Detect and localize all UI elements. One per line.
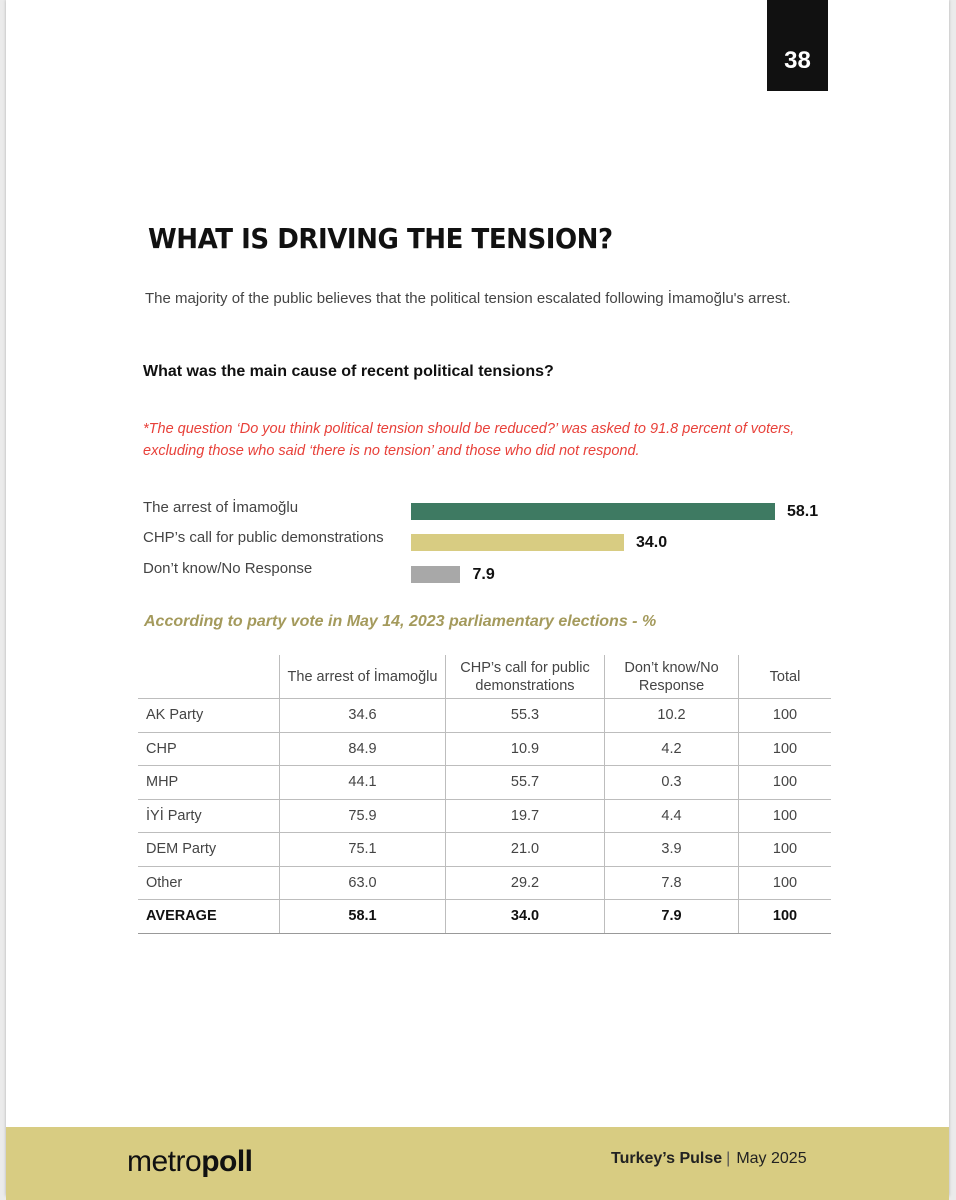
table-cell: 3.9 — [605, 833, 739, 867]
logo-part: metro — [127, 1145, 202, 1178]
table-cell: 75.1 — [280, 833, 446, 867]
table-cell: 55.3 — [446, 699, 605, 733]
column-header: Total — [739, 655, 832, 699]
footer-band — [6, 1127, 949, 1200]
row-label: AK Party — [138, 699, 280, 733]
table-cell: 29.2 — [446, 866, 605, 900]
bar-value-label: 7.9 — [472, 566, 495, 583]
row-label: MHP — [138, 766, 280, 800]
table-cell: 10.2 — [605, 699, 739, 733]
table-row — [138, 732, 831, 766]
table-cell: 4.2 — [605, 732, 739, 766]
table-cell: 4.4 — [605, 799, 739, 833]
table-cell: 34.6 — [280, 699, 446, 733]
column-header: The arrest of İmamoğlu — [280, 655, 446, 699]
bar — [411, 503, 775, 520]
publication-info — [611, 1150, 807, 1168]
bar-value-label: 58.1 — [787, 503, 819, 520]
metropoll-logo — [127, 1145, 253, 1179]
table-cell: 55.7 — [446, 766, 605, 800]
bar — [411, 534, 624, 551]
table-row — [138, 866, 831, 900]
bar-value-label: 34.0 — [636, 534, 668, 551]
table-cell: 100 — [739, 799, 832, 833]
table-subtitle: According to party vote in May 14, 2023 parliamentary elections - % — [144, 613, 657, 630]
column-header: CHP’s call for public demonstrations — [446, 655, 605, 699]
table-cell: 58.1 — [280, 900, 446, 934]
publication-date: May 2025 — [736, 1150, 807, 1167]
table-cell: 7.8 — [605, 866, 739, 900]
row-label: CHP — [138, 732, 280, 766]
row-label: İYİ Party — [138, 799, 280, 833]
party-breakdown-table — [138, 655, 831, 934]
table-cell: 100 — [739, 900, 832, 934]
report-page — [6, 0, 949, 1196]
table-row — [138, 766, 831, 800]
table-row — [138, 699, 831, 733]
table-row — [138, 833, 831, 867]
table-cell: 100 — [739, 866, 832, 900]
table-cell: 21.0 — [446, 833, 605, 867]
table-cell: 44.1 — [280, 766, 446, 800]
publication-name: Turkey’s Pulse — [611, 1150, 723, 1167]
logo-part: poll — [201, 1145, 253, 1178]
table-header-row — [138, 655, 831, 699]
row-label: DEM Party — [138, 833, 280, 867]
table-corner-cell — [138, 655, 280, 699]
table-row — [138, 799, 831, 833]
table-cell: 100 — [739, 732, 832, 766]
page-title: WHAT IS DRIVING THE TENSION? — [148, 222, 613, 255]
table-cell: 63.0 — [280, 866, 446, 900]
table-cell: 0.3 — [605, 766, 739, 800]
table-average-row — [138, 900, 831, 934]
bar-label: CHP’s call for public demonstrations — [143, 529, 384, 546]
chart-question: What was the main cause of recent political tensions? — [143, 363, 554, 380]
column-header: Don’t know/No Response — [605, 655, 739, 699]
table-cell: 75.9 — [280, 799, 446, 833]
intro-paragraph: The majority of the public believes that the political tension escalated following İmamoğlu's arrest. — [145, 290, 791, 307]
separator: | — [726, 1150, 731, 1167]
table-cell: 34.0 — [446, 900, 605, 934]
page-number: 38 — [767, 0, 828, 91]
bar — [411, 566, 460, 583]
table-cell: 100 — [739, 699, 832, 733]
table-cell: 7.9 — [605, 900, 739, 934]
table-cell: 84.9 — [280, 732, 446, 766]
row-label: Other — [138, 866, 280, 900]
table-cell: 10.9 — [446, 732, 605, 766]
bar-label: The arrest of İmamoğlu — [143, 499, 299, 516]
row-label: AVERAGE — [138, 900, 280, 934]
table-body — [138, 699, 831, 934]
footnote: *The question ‘Do you think political tension should be reduced?’ was asked to 91.8 percent of voters, excluding those who said ‘there is no tension’ and those who did not respond. — [143, 421, 795, 459]
table-cell: 100 — [739, 833, 832, 867]
table-cell: 19.7 — [446, 799, 605, 833]
table-cell: 100 — [739, 766, 832, 800]
bar-label: Don’t know/No Response — [143, 560, 313, 577]
